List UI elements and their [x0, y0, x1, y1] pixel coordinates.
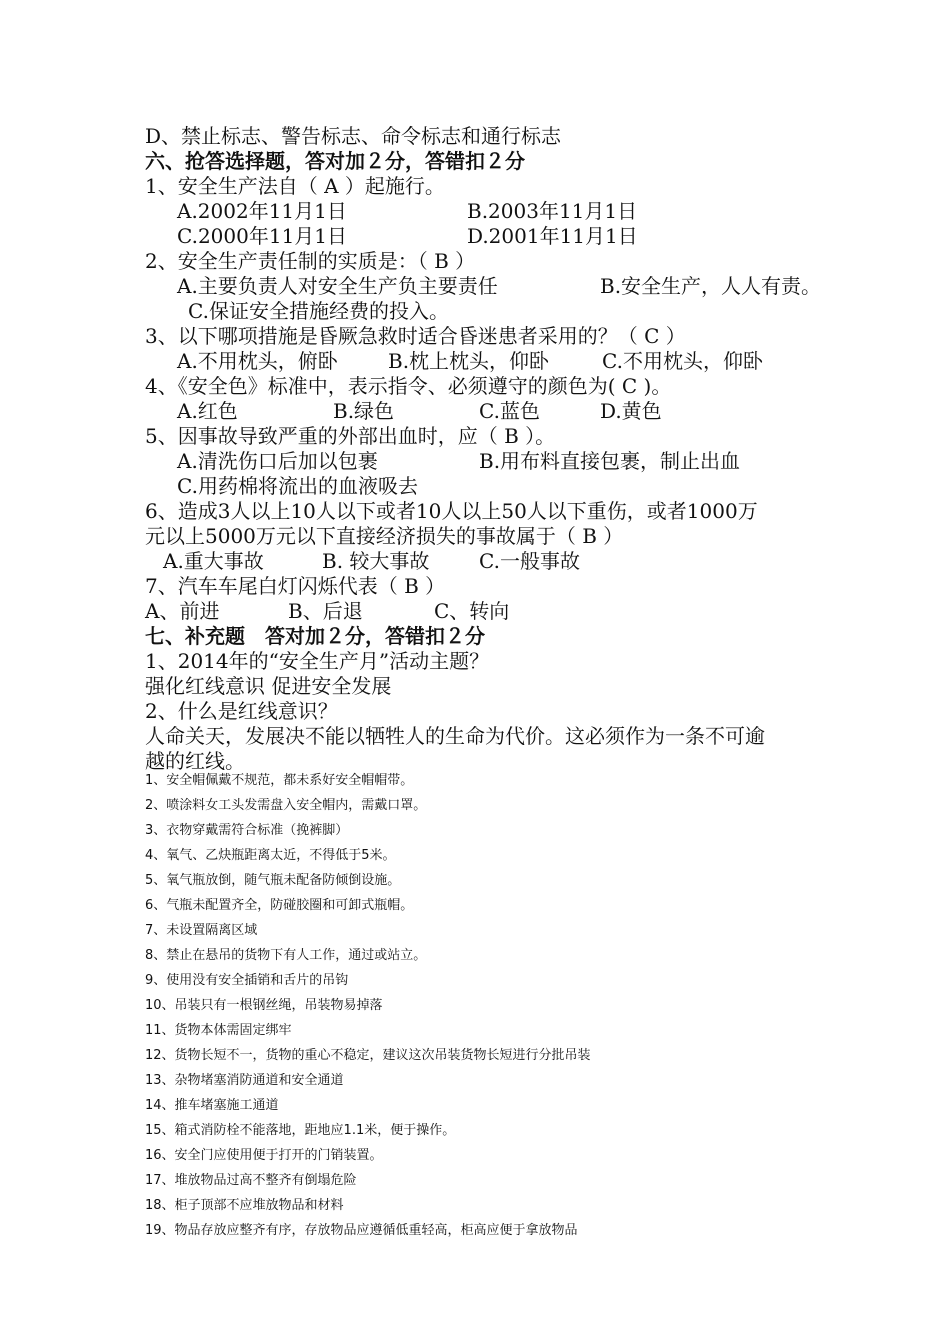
hazard-note: 18、柜子顶部不应堆放物品和材料 [145, 1198, 344, 1213]
question-6-line-1: 6、造成3人以上10人以下或者10人以上50人以下重伤，或者1000万 [145, 499, 758, 523]
hazard-note: 15、箱式消防栓不能落地，距地应1.1米，便于操作。 [145, 1123, 456, 1138]
hazard-note: 10、吊装只有一根钢丝绳，吊装物易掉落 [145, 998, 383, 1013]
q3-option-a: A.不用枕头，俯卧 [177, 349, 338, 373]
hazard-note: 12、货物长短不一，货物的重心不稳定，建议这次吊装货物长短进行分批吊装 [145, 1048, 591, 1063]
q6-option-c: C.一般事故 [479, 549, 580, 573]
question-3: 3、以下哪项措施是昏厥急救时适合昏迷患者采用的？（ C ） [145, 324, 686, 348]
prev-option-d: D、禁止标志、警告标志、命令标志和通行标志 [145, 124, 562, 148]
q5-option-c: C.用药棉将流出的血液吸去 [177, 474, 418, 498]
q5-option-a: A.清洗伤口后加以包裹 [177, 449, 378, 473]
q3-option-b: B.枕上枕头，仰卧 [388, 349, 550, 373]
q4-option-b: B.绿色 [333, 399, 395, 423]
q2-option-c: C.保证安全措施经费的投入。 [188, 299, 449, 323]
question-6-line-2: 元以上5000万元以下直接经济损失的事故属于（ B ） [145, 524, 624, 548]
q7-option-b: B、后退 [288, 599, 363, 623]
hazard-note: 2、喷涂料女工头发需盘入安全帽内，需戴口罩。 [145, 798, 427, 813]
q1-option-d: D.2001年11月1日 [467, 224, 638, 248]
q7-option-a: A、前进 [145, 599, 220, 623]
q2-option-b: B.安全生产，人人有责。 [600, 274, 822, 298]
question-4: 4、《安全色》标准中，表示指令、必须遵守的颜色为( C )。 [145, 374, 672, 398]
hazard-note: 19、物品存放应整齐有序，存放物品应遵循低重轻高，柜高应便于拿放物品 [145, 1223, 578, 1238]
q4-option-a: A.红色 [177, 399, 238, 423]
q1-option-b: B.2003年11月1日 [467, 199, 638, 223]
hazard-note: 7、未设置隔离区域 [145, 923, 258, 938]
section-7-heading: 七、补充题 答对加２分，答错扣２分 [145, 624, 485, 648]
q7-option-c: C、转向 [434, 599, 510, 623]
q6-option-b: B. 较大事故 [322, 549, 430, 573]
hazard-note: 3、衣物穿戴需符合标准（挽裤脚） [145, 823, 349, 838]
q4-option-c: C.蓝色 [479, 399, 540, 423]
hazard-note: 16、安全门应使用便于打开的门销装置。 [145, 1148, 383, 1163]
question-5: 5、因事故导致严重的外部出血时，应（ B ）。 [145, 424, 556, 448]
hazard-note: 11、货物本体需固定绑牢 [145, 1023, 292, 1038]
hazard-note: 17、堆放物品过高不整齐有倒塌危险 [145, 1173, 357, 1188]
q3-option-c: C.不用枕头，仰卧 [602, 349, 763, 373]
question-1: 1、安全生产法自（ A ）起施行。 [145, 174, 445, 198]
q1-option-a: A.2002年11月1日 [177, 199, 347, 223]
hazard-note: 6、气瓶未配置齐全，防碰胶圈和可卸式瓶帽。 [145, 898, 414, 913]
hazard-note: 1、安全帽佩戴不规范，都未系好安全帽帽带。 [145, 773, 414, 788]
supplement-question-2: 2、什么是红线意识？ [145, 699, 338, 723]
hazard-note: 13、杂物堵塞消防通道和安全通道 [145, 1073, 344, 1088]
supplement-answer-2-line-1: 人命关天，发展决不能以牺牲人的生命为代价。这必须作为一条不可逾 [145, 724, 765, 748]
question-2: 2、安全生产责任制的实质是：（ B ） [145, 249, 476, 273]
q1-option-c: C.2000年11月1日 [177, 224, 348, 248]
supplement-question-1: 1、2014年的“安全生产月”活动主题？ [145, 649, 490, 673]
q5-option-b: B.用布料直接包裹，制止出血 [479, 449, 741, 473]
hazard-note: 4、氧气、乙炔瓶距离太近，不得低于5米。 [145, 848, 396, 863]
hazard-note: 5、氧气瓶放倒，随气瓶未配备防倾倒设施。 [145, 873, 401, 888]
q2-option-a: A.主要负责人对安全生产负主要责任 [177, 274, 498, 298]
q6-option-a: A.重大事故 [163, 549, 264, 573]
hazard-note: 14、推车堵塞施工通道 [145, 1098, 279, 1113]
supplement-answer-1: 强化红线意识 促进安全发展 [145, 674, 392, 698]
hazard-note: 8、禁止在悬吊的货物下有人工作，通过或站立。 [145, 948, 427, 963]
supplement-answer-2-line-2: 越的红线。 [145, 749, 245, 773]
hazard-note: 9、使用没有安全插销和舌片的吊钩 [145, 973, 349, 988]
section-6-heading: 六、抢答选择题，答对加２分，答错扣２分 [145, 149, 525, 173]
question-7: 7、汽车车尾白灯闪烁代表（ B ） [145, 574, 446, 598]
q4-option-d: D.黄色 [600, 399, 662, 423]
